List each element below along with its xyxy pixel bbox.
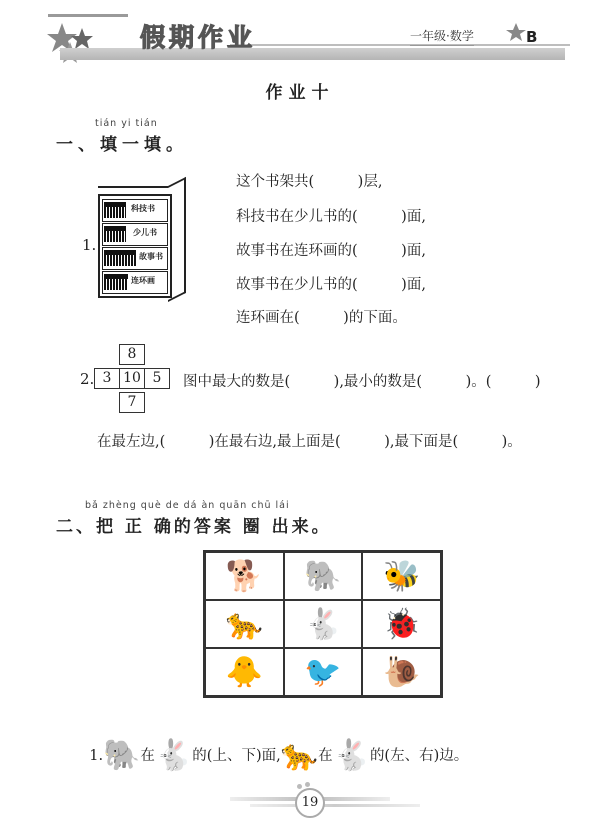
cross-bottom: 7	[119, 392, 145, 413]
shelf-label: 连环画	[131, 276, 155, 285]
header-logo	[42, 18, 102, 68]
leopard-icon: 🐆	[205, 600, 284, 648]
q1-line-4: 故事书在少儿书的( )面,	[236, 277, 426, 293]
section2-q1-number: 1.	[89, 748, 104, 764]
text-zai: 在	[318, 748, 333, 764]
shelf-row-2	[102, 223, 168, 246]
edition-star-icon	[505, 22, 527, 46]
edition-label: B	[526, 28, 538, 46]
dog-icon: 🐕	[205, 552, 284, 600]
section2-pinyin: bǎ zhèng què de dá àn quān chū lái	[85, 500, 290, 511]
star-cluster-icon	[42, 18, 102, 68]
animal-grid	[203, 550, 443, 698]
cross-center: 10	[119, 368, 145, 389]
q2-line-1: 图中最大的数是( ),最小的数是( )。( )	[183, 374, 541, 390]
shelf-row-4	[102, 271, 168, 294]
bird-icon: 🐦	[284, 648, 363, 696]
books-icon	[104, 250, 136, 266]
rabbit-icon: 🐇	[284, 600, 363, 648]
q2-line-2: 在最左边,( )在最右边,最上面是( ),最下面是( )。	[97, 434, 522, 450]
footer-bar-lower	[250, 804, 420, 807]
choice-left-right[interactable]: 的(左、右)边。	[369, 748, 469, 764]
rabbit-icon: 🐇	[154, 738, 193, 773]
books-icon	[104, 226, 126, 242]
shelf-label: 故事书	[139, 252, 163, 261]
elephant-icon: 🐘	[103, 738, 141, 773]
shelf-row-3	[102, 247, 168, 270]
footer-dot	[297, 784, 302, 789]
cross-right: 5	[144, 368, 170, 389]
shelf-row-1	[102, 199, 168, 222]
books-icon	[104, 202, 126, 218]
rabbit-icon: 🐇	[332, 738, 370, 773]
section2-q1	[80, 722, 468, 774]
header-subtitle: 一年级·数学	[410, 27, 474, 46]
page-title: 作业十	[265, 83, 335, 103]
page-number: 19	[295, 788, 325, 818]
q1-line-5: 连环画在( )的下面。	[236, 310, 407, 326]
section1-heading: 一、填一填。	[56, 135, 188, 155]
shelf-label: 少儿书	[133, 228, 157, 237]
choice-up-down[interactable]: 的(上、下)面,	[192, 748, 281, 764]
header-title: 假期作业	[140, 23, 257, 52]
header-decoration	[48, 14, 128, 17]
cross-left: 3	[94, 368, 120, 389]
beetle-icon: 🐞	[362, 600, 441, 648]
q1-line-1: 这个书架共( )层,	[236, 174, 383, 190]
books-icon	[104, 274, 128, 290]
chick-icon: 🐥	[205, 648, 284, 696]
footer-dot	[305, 782, 310, 787]
shelf-label: 科技书	[131, 204, 155, 213]
elephant-icon: 🐘	[284, 552, 363, 600]
bookshelf-front	[98, 194, 172, 298]
snail-icon: 🐌	[362, 648, 441, 696]
leopard-icon: 🐆	[280, 738, 319, 773]
section1-pinyin: tián yi tián	[95, 118, 158, 129]
cross-top: 8	[119, 344, 145, 365]
q1-line-2: 科技书在少儿书的( )面,	[236, 209, 426, 225]
q2-number: 2.	[80, 370, 95, 388]
q1-line-3: 故事书在连环画的( )面,	[236, 243, 426, 259]
header-bar	[60, 48, 565, 60]
q1-number: 1.	[82, 236, 97, 254]
section2-heading: 二、把 正 确的答案 圈 出来。	[56, 517, 332, 537]
text-zai: 在	[140, 748, 155, 764]
bee-child-icon: 🐝	[362, 552, 441, 600]
